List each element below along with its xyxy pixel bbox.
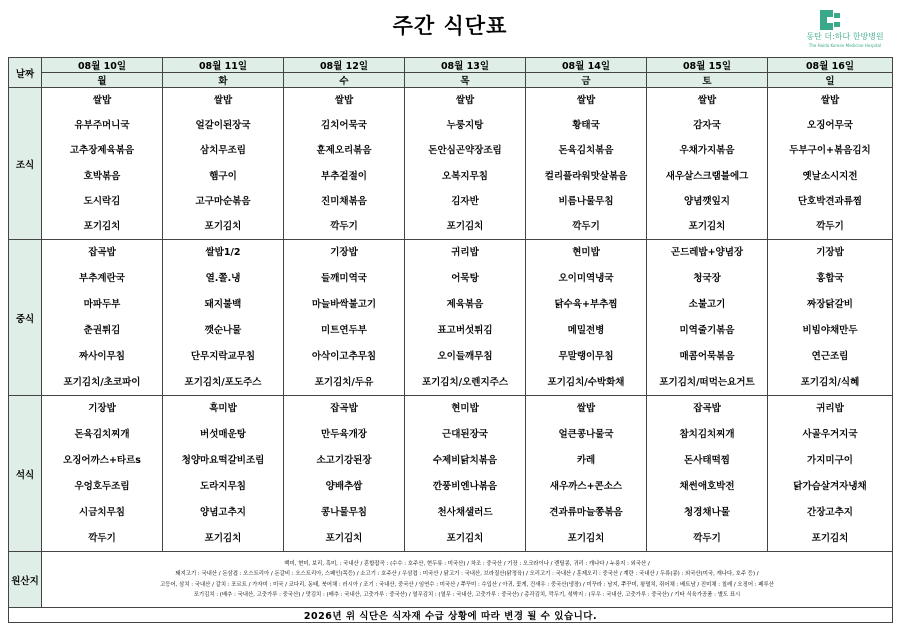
menu-item: 돈안심곤약장조림 (428, 145, 502, 157)
origin-line: 돼지고기 : 국내산 / 돈삼겹 : 오스트리아 / 돈갈비 : 오스트리아, 스페인(목등) / 소고기 : 호주산 / 우삼겹 : 미국산 / 닭고기 : 국내산, 브라질산(닭정육) / 오리고기 : 국내산 / 훈제오리 : 중국산 / 계란 : 국내산 / 두류(콩) : 외국산(미국, 캐나다, 호주 등) / (175, 571, 759, 577)
menu-item: 짜사이무침 (79, 350, 125, 362)
menu-item: 청국장 (693, 273, 721, 285)
menu-item: 카레 (576, 455, 596, 467)
menu-item: 쌀밥 (697, 95, 717, 107)
date-cell: 08월 10일 (42, 58, 163, 73)
menu-item: 포기김치 (204, 220, 242, 232)
menu-item: 새우까스+콘소스 (549, 480, 623, 492)
menu-cell (768, 240, 893, 396)
menu-item: 깍두기 (693, 532, 721, 544)
menu-item: 양념고추지 (200, 506, 246, 518)
menu-item: 부추계란국 (79, 273, 125, 285)
menu-item: 미트연두부 (321, 324, 367, 336)
menu-item: 비빔야채만두 (802, 324, 858, 336)
menu-change-note: 2026년 위 식단은 식자재 수급 상황에 따라 변경 될 수 있습니다. (9, 608, 893, 623)
origin-row (9, 552, 893, 608)
menu-item: 가지미구이 (807, 455, 853, 467)
menu-item: 두부구이+볶음김치 (789, 145, 871, 157)
menu-item: 부추겉절이 (321, 170, 367, 182)
menu-item: 표고버섯튀김 (437, 324, 493, 336)
logo-subtitle: The Haida Korean Medicine Hospital (808, 43, 882, 48)
menu-item: 포기김치 (446, 532, 484, 544)
menu-cell (163, 88, 284, 240)
menu-item: 귀리밥 (451, 247, 479, 259)
meal-label-breakfast: 조식 (9, 88, 42, 240)
menu-cell (526, 396, 647, 552)
hospital-logo (790, 8, 900, 54)
menu-item: 소불고기 (688, 299, 726, 311)
menu-item: 고추장제육볶음 (69, 145, 135, 157)
menu-item: 간장고추지 (807, 506, 853, 518)
weekday-cell: 수 (284, 73, 405, 88)
menu-item: 마파두부 (83, 299, 121, 311)
breakfast-row (9, 88, 893, 240)
origin-line: 백미, 현미, 보리, 흑미, : 국내산 / 혼합잡곡 : (수수 : 호주산, 현두류 : 미국산) / 차조 : 중국산 / 기장 : 오크라이나 / 렌틸콩, 귀리 : 캐나다 / 누룽지 : 외국산 / (284, 560, 650, 567)
menu-item: 김자반 (451, 195, 479, 207)
menu-item: 사골우거지국 (802, 429, 858, 441)
menu-item: 우엉호두조림 (74, 480, 130, 492)
menu-item: 양배추쌈 (325, 480, 363, 492)
menu-item: 포기김치 (811, 532, 849, 544)
menu-item: 참치김치찌개 (679, 429, 735, 441)
hospital-logo-icon (820, 10, 840, 30)
menu-cell (526, 88, 647, 240)
weekday-cell: 일 (768, 73, 893, 88)
menu-cell (284, 240, 405, 396)
menu-item: 삼치무조림 (200, 145, 246, 157)
menu-cell (768, 396, 893, 552)
menu-item: 쌀밥 (576, 95, 596, 107)
menu-item: 귀리밥 (816, 403, 844, 415)
weekday-row (9, 73, 893, 88)
menu-item: 닭수육+부추찜 (554, 299, 618, 311)
menu-item: 쌀밥 (576, 403, 596, 415)
menu-item: 콩나물무침 (321, 506, 367, 518)
menu-item: 소고기강된장 (316, 455, 372, 467)
menu-item: 컬리플라워맛살볶음 (544, 170, 628, 182)
date-row (9, 58, 893, 73)
menu-cell (405, 396, 526, 552)
menu-item: 잡곡밥 (88, 247, 116, 259)
menu-item: 제육볶음 (446, 299, 484, 311)
menu-item: 도라지무침 (200, 480, 246, 492)
menu-item: 근대된장국 (442, 429, 488, 441)
menu-item: 돼지불백 (204, 299, 242, 311)
menu-item: 만두육개장 (321, 429, 367, 441)
menu-cell (42, 396, 163, 552)
menu-item: 돈육김치볶음 (558, 145, 614, 157)
origin-line: 고등어, 삼치 : 국내산 / 갈치 : 포르트 / 가자미 : 미국 / 코다리, 동태, 북어채 : 러시아 / 조기 : 국내산, 중국산 / 임연수 : 미국산 / 쭈꾸미 : 수입산 / 아귀, 꽃게, 건새우 : 중국산(냉장) / 미꾸라 : 남지, 쭈꾸미, 왕멸치, 쥐어채 : 베트남 / 진미채 : 칠레 / 오징어 : 페루산 (160, 581, 774, 588)
menu-item: 포기김치 (204, 532, 242, 544)
menu-item: 채썬애호박전 (679, 480, 735, 492)
menu-item: 청경채나물 (684, 506, 730, 518)
weekday-cell: 목 (405, 73, 526, 88)
menu-item: 홍합국 (816, 273, 844, 285)
menu-item: 곤드레밥+양념장 (670, 247, 744, 259)
menu-item: 훈제오리볶음 (316, 145, 372, 157)
menu-item: 어묵탕 (451, 273, 479, 285)
menu-item: 돈사태떡찜 (684, 455, 730, 467)
logo-name: 동탄 더:하다 한방병원 (806, 32, 884, 41)
menu-cell (647, 88, 768, 240)
weekly-menu-table (8, 57, 893, 623)
menu-item: 얼갈이된장국 (195, 120, 251, 132)
menu-item: 깐풍비엔나볶음 (432, 480, 498, 492)
menu-item: 유부주머니국 (74, 120, 130, 132)
menu-item: 천사채샐러드 (437, 506, 493, 518)
menu-item: 쌀밥 (820, 95, 840, 107)
origin-info (42, 552, 893, 608)
menu-item: 얼큰콩나물국 (558, 429, 614, 441)
menu-item: 오징어무국 (807, 120, 853, 132)
menu-item: 쌀밥 (92, 95, 112, 107)
date-cell: 08월 13일 (405, 58, 526, 73)
menu-item: 오징어까스+타르s (63, 455, 141, 467)
menu-cell (647, 240, 768, 396)
menu-item: 쌀밥 (213, 95, 233, 107)
menu-item: 연근조림 (811, 350, 849, 362)
weekday-cell: 월 (42, 73, 163, 88)
origin-label: 원산지 (9, 552, 42, 608)
menu-item: 포기김치/초코파이 (63, 376, 141, 388)
menu-item: 깍두기 (88, 532, 116, 544)
menu-cell (405, 240, 526, 396)
weekday-cell: 토 (647, 73, 768, 88)
menu-item: 잡곡밥 (693, 403, 721, 415)
dinner-row (9, 396, 893, 552)
menu-item: 현미밥 (572, 247, 600, 259)
meal-label-lunch: 중식 (9, 240, 42, 396)
menu-item: 호박볶음 (83, 170, 121, 182)
menu-item: 오복지무침 (442, 170, 488, 182)
menu-item: 오이미역냉국 (558, 273, 614, 285)
menu-item: 미역줄기볶음 (679, 324, 735, 336)
menu-item: 포기김치 (688, 220, 726, 232)
menu-item: 단무지락교무침 (190, 350, 256, 362)
menu-item: 쌀밥 (334, 95, 354, 107)
menu-item: 마늘바싹불고기 (311, 299, 377, 311)
menu-item: 포기김치/두유 (314, 376, 374, 388)
weekday-cell: 금 (526, 73, 647, 88)
menu-item: 포기김치/수박화채 (547, 376, 625, 388)
menu-item: 기장밥 (330, 247, 358, 259)
menu-cell (526, 240, 647, 396)
menu-item: 오이들깨무침 (437, 350, 493, 362)
menu-item: 포기김치 (325, 532, 363, 544)
menu-item: 시금치무침 (79, 506, 125, 518)
menu-cell (284, 88, 405, 240)
menu-item: 옛날소시지전 (802, 170, 858, 182)
menu-item: 포기김치 (446, 220, 484, 232)
menu-item: 양념깻잎지 (684, 195, 730, 207)
menu-item: 포기김치/식혜 (800, 376, 860, 388)
menu-item: 포기김치 (83, 220, 121, 232)
menu-item: 수제비닭치볶음 (432, 455, 498, 467)
menu-item: 현미밥 (451, 403, 479, 415)
meal-label-dinner: 석식 (9, 396, 42, 552)
menu-item: 햄구이 (209, 170, 237, 182)
date-cell: 08월 12일 (284, 58, 405, 73)
menu-item: 포기김치/오렌지주스 (421, 376, 509, 388)
menu-cell (163, 396, 284, 552)
menu-item: 청양마요떡갈비조림 (181, 455, 265, 467)
menu-item: 견과류마늘쫑볶음 (549, 506, 623, 518)
page-title: 주간 식단표 (392, 14, 508, 38)
note-row (9, 608, 893, 623)
menu-item: 닭가슴살겨자냉채 (793, 480, 867, 492)
menu-item: 고구마순볶음 (195, 195, 251, 207)
menu-item: 단호박견과류찜 (797, 195, 863, 207)
menu-item: 비름나물무침 (558, 195, 614, 207)
menu-item: 아삭이고추무침 (311, 350, 377, 362)
menu-cell (284, 396, 405, 552)
menu-item: 매콤어묵볶음 (679, 350, 735, 362)
menu-cell (647, 396, 768, 552)
menu-item: 들깨미역국 (321, 273, 367, 285)
menu-item: 쌀밥1/2 (205, 247, 241, 259)
menu-item: 진미채볶음 (321, 195, 367, 207)
menu-item: 포기김치/떠먹는요거트 (659, 376, 755, 388)
menu-item: 잡곡밥 (330, 403, 358, 415)
date-cell: 08월 11일 (163, 58, 284, 73)
weekday-cell: 화 (163, 73, 284, 88)
menu-item: 무말랭이무침 (558, 350, 614, 362)
menu-cell (405, 88, 526, 240)
menu-item: 깻순나물 (204, 324, 242, 336)
menu-item: 열.쫄.냉 (205, 273, 241, 285)
menu-cell (42, 88, 163, 240)
menu-cell (42, 240, 163, 396)
menu-item: 포기김치/포도주스 (184, 376, 262, 388)
menu-item: 감자국 (693, 120, 721, 132)
date-cell: 08월 14일 (526, 58, 647, 73)
menu-item: 우채가지볶음 (679, 145, 735, 157)
menu-item: 황태국 (572, 120, 600, 132)
menu-item: 깍두기 (330, 220, 358, 232)
menu-cell (768, 88, 893, 240)
menu-item: 춘권튀김 (83, 324, 121, 336)
menu-item: 누룽지탕 (446, 120, 484, 132)
menu-cell (163, 240, 284, 396)
menu-item: 포기김치 (567, 532, 605, 544)
menu-item: 깍두기 (816, 220, 844, 232)
menu-item: 메밀전병 (567, 324, 605, 336)
origin-line: 포기김치 : (배추 : 국내산, 고춧가루 : 중국산) / 맛김치 : (배추 : 국내산, 고춧가루 : 중국산) / 열무김치 : (열무 : 국내산, 고춧가루 : 중국산) / 총각김치, 깍두기, 섞박지 : (무우 : 국내산, 고춧가루 : 중국산) / 기타 식육가공품 : 별도 표시 (193, 592, 741, 598)
date-header-label: 날짜 (9, 58, 42, 88)
menu-item: 쌀밥 (455, 95, 475, 107)
menu-item: 버섯매운탕 (200, 429, 246, 441)
menu-item: 짜장닭갈비 (807, 299, 853, 311)
date-cell: 08월 15일 (647, 58, 768, 73)
menu-item: 김치어묵국 (321, 120, 367, 132)
menu-item: 새우살스크램블에그 (665, 170, 749, 182)
menu-item: 깍두기 (572, 220, 600, 232)
menu-item: 기장밥 (816, 247, 844, 259)
menu-item: 도시락김 (83, 195, 121, 207)
menu-item: 돈육김치찌개 (74, 429, 130, 441)
lunch-row (9, 240, 893, 396)
menu-item: 기장밥 (88, 403, 116, 415)
menu-item: 흑미밥 (209, 403, 237, 415)
date-cell: 08월 16일 (768, 58, 893, 73)
